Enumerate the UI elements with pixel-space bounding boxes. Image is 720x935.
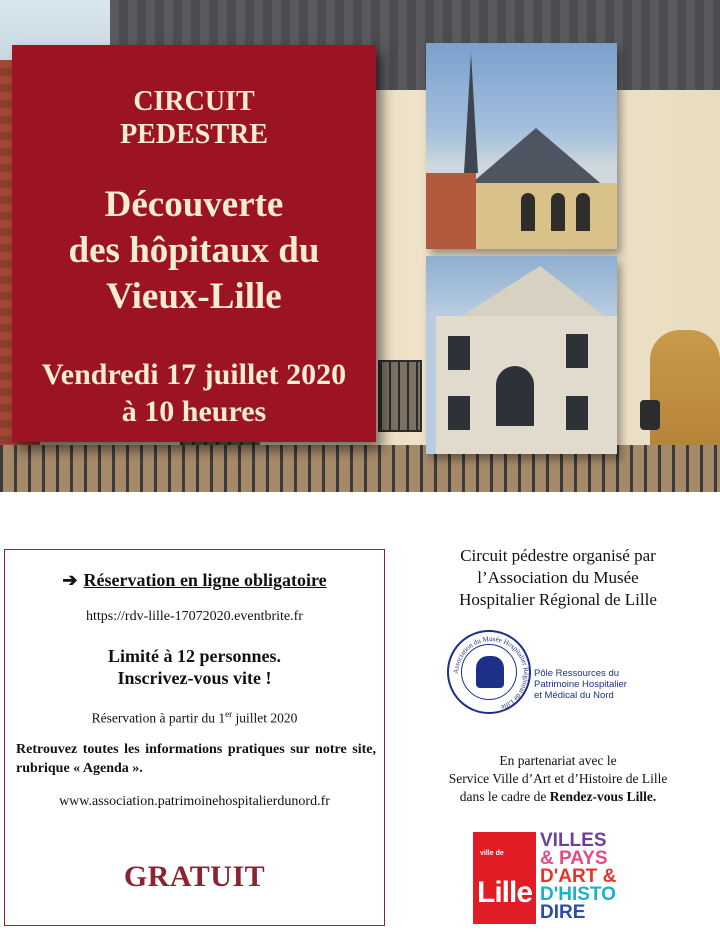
organizer-line2: l’Association du Musée — [477, 568, 639, 587]
partnership-text — [400, 752, 716, 806]
svg-text:Association du Musée Hospitali: Association du Musée Hospitalier Régional de Lille — [451, 634, 531, 712]
pole-ressources-logo: Pôle Ressources du Patrimoine Hospitalier et Médical du Nord — [534, 668, 627, 701]
reservation-title: ➔ Réservation en ligne obligatoire — [62, 570, 327, 590]
banner-title-line2: des hôpitaux du — [68, 230, 320, 271]
association-seal-logo — [447, 630, 531, 714]
event-date: Vendredi 17 juillet 2020 — [41, 358, 347, 391]
limit-text: Limité à 12 personnes. — [108, 646, 281, 666]
ville-de-lille-logo: ville de Lille — [473, 832, 536, 924]
info-text: Retrouvez toutes les informations pratiques sur notre site, rubrique « Agenda ». — [16, 742, 376, 776]
title-banner — [12, 45, 376, 442]
organizer-line3: Hospitalier Régional de Lille — [459, 590, 657, 609]
price-label: GRATUIT — [123, 860, 266, 893]
partner-line3: dans le cadre de Rendez-vous Lille. — [459, 789, 657, 804]
website-link[interactable]: www.association.patrimoinehospitalierdunord.fr — [59, 794, 330, 809]
organizer-line1: Circuit pédestre organisé par — [460, 546, 656, 565]
reservation-box — [4, 549, 385, 926]
event-time: à 10 heures — [121, 395, 267, 428]
eventbrite-link[interactable]: https://rdv-lille-17072020.eventbrite.fr — [86, 609, 303, 624]
villes-pays-art-histoire-logo: VILLES & PAYS D'ART & D'HISTO DIRE — [540, 832, 616, 923]
hospital-facade-photo — [426, 256, 617, 454]
reservation-start: Réservation à partir du 1er juillet 2020 — [91, 709, 298, 726]
organizer-text — [400, 545, 716, 611]
register-prompt: Inscrivez-vous vite ! — [117, 668, 272, 688]
banner-pedestre: PEDESTRE — [120, 119, 268, 150]
banner-title-line1: Découverte — [104, 184, 284, 225]
seal-figure-icon — [476, 656, 504, 688]
barred-window — [378, 360, 422, 432]
banner-circuit: CIRCUIT — [133, 86, 255, 117]
partner-line1: En partenariat avec le — [499, 753, 617, 768]
chapel-photo — [426, 43, 617, 249]
arrow-right-icon: ➔ — [62, 570, 78, 590]
banner-title-line3: Vieux-Lille — [106, 276, 282, 317]
street-lamp — [640, 400, 660, 430]
partner-line2: Service Ville d’Art et d’Histoire de Lille — [448, 771, 668, 786]
